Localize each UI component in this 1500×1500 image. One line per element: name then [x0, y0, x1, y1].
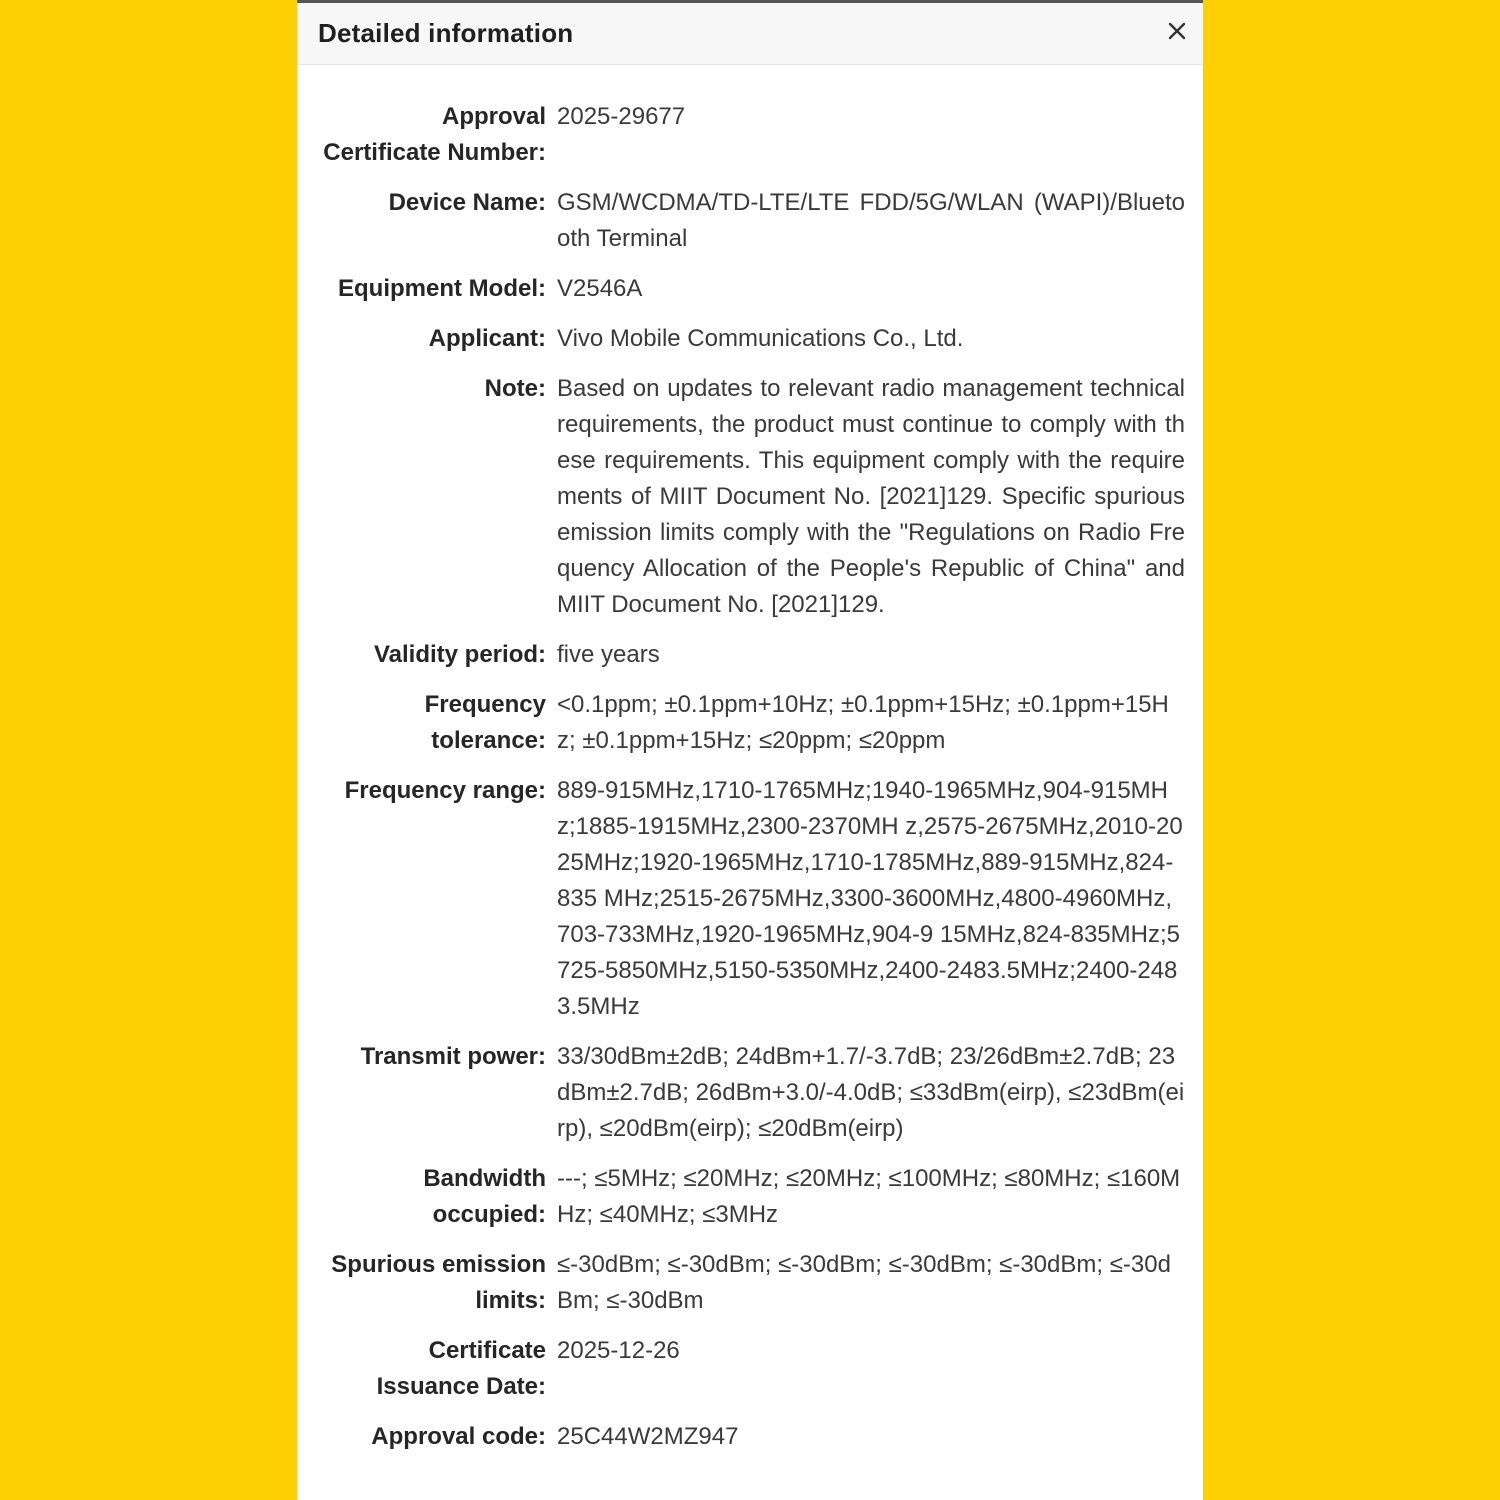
row-spurious-emission-limits — [297, 1247, 1203, 1319]
row-device-name — [297, 185, 1203, 257]
label-approval-certificate-number: Approval Certificate Number: — [323, 103, 546, 166]
label-validity-period: Validity period: — [373, 641, 546, 668]
label-bandwidth-occupied: Bandwidth occupied: — [423, 1165, 546, 1228]
label-transmit-power: Transmit power: — [360, 1043, 546, 1070]
row-approval-code — [297, 1419, 1203, 1455]
close-icon — [1163, 17, 1191, 45]
label-equipment-model: Equipment Model: — [338, 275, 546, 302]
value-approval-certificate-number: 2025-29677 — [557, 103, 686, 130]
label-spurious-emission-limits: Spurious emission limits: — [331, 1251, 546, 1314]
value-certificate-issuance-date: 2025-12-26 — [557, 1337, 680, 1364]
value-note: Based on updates to relevant radio management technical requirements, the product must continue to comply with these requirements. This equipment comply with the requirements of MIIT Document No. [2021]129. Specific spurious emission limits comply with the "Regulations on Radio Frequency Allocation of the People's Republic of China" and MIIT Document No. [2021]129. — [557, 375, 1185, 618]
row-applicant — [297, 321, 1203, 357]
row-transmit-power — [297, 1039, 1203, 1147]
value-transmit-power: 33/30dBm±2dB; 24dBm+1.7/-3.7dB; 23/26dBm±2.7dB; 23dBm±2.7dB; 26dBm+3.0/-4.0dB; ≤33dBm(eirp), ≤23dBm(eirp), ≤20dBm(eirp); ≤20dBm(eirp) — [557, 1043, 1185, 1142]
label-frequency-tolerance: Frequency tolerance: — [424, 691, 546, 754]
detailed-information-dialog — [297, 0, 1203, 1500]
label-note: Note: — [484, 375, 546, 402]
row-equipment-model — [297, 271, 1203, 307]
value-device-name: GSM/WCDMA/TD-LTE/LTE FDD/5G/WLAN (WAPI)/Bluetooth Terminal — [557, 189, 1185, 252]
value-approval-code: 25C44W2MZ947 — [557, 1423, 739, 1450]
dialog-header — [297, 3, 1203, 65]
row-bandwidth-occupied — [297, 1161, 1203, 1233]
value-applicant: Vivo Mobile Communications Co., Ltd. — [557, 325, 964, 352]
details-list — [297, 65, 1203, 1455]
row-validity-period — [297, 637, 1203, 673]
dialog-title: Detailed information — [318, 18, 574, 48]
row-frequency-range — [297, 773, 1203, 1025]
value-validity-period: five years — [557, 641, 660, 668]
value-spurious-emission-limits: ≤-30dBm; ≤-30dBm; ≤-30dBm; ≤-30dBm; ≤-30dBm; ≤-30dBm; ≤-30dBm — [557, 1251, 1171, 1314]
value-equipment-model: V2546A — [557, 275, 643, 302]
row-certificate-issuance-date — [297, 1333, 1203, 1405]
label-applicant: Applicant: — [428, 325, 546, 352]
value-frequency-range: 889-915MHz,1710-1765MHz;1940-1965MHz,904-915MHz;1885-1915MHz,2300-2370MH z,2575-2675MHz,2010-2025MHz;1920-1965MHz,1710-1785MHz,889-915MHz,824-835 MHz;2515-2675MHz,3300-3600MHz,4800-4960MHz,703-733MHz,1920-1965MHz,904-9 15MHz,824-835MHz;5725-5850MHz,5150-5350MHz,2400-2483.5MHz;2400-2483.5MHz — [557, 777, 1183, 1020]
label-device-name: Device Name: — [388, 189, 546, 216]
value-frequency-tolerance: <0.1ppm; ±0.1ppm+10Hz; ±0.1ppm+15Hz; ±0.1ppm+15Hz; ±0.1ppm+15Hz; ≤20ppm; ≤20ppm — [557, 691, 1169, 754]
row-approval-certificate-number — [297, 99, 1203, 171]
row-note — [297, 371, 1203, 623]
value-bandwidth-occupied: ---; ≤5MHz; ≤20MHz; ≤20MHz; ≤100MHz; ≤80MHz; ≤160MHz; ≤40MHz; ≤3MHz — [557, 1165, 1181, 1228]
row-frequency-tolerance — [297, 687, 1203, 759]
label-frequency-range: Frequency range: — [344, 777, 546, 804]
label-approval-code: Approval code: — [371, 1423, 546, 1450]
label-certificate-issuance-date: Certificate Issuance Date: — [376, 1337, 546, 1400]
close-button[interactable] — [1163, 17, 1191, 45]
